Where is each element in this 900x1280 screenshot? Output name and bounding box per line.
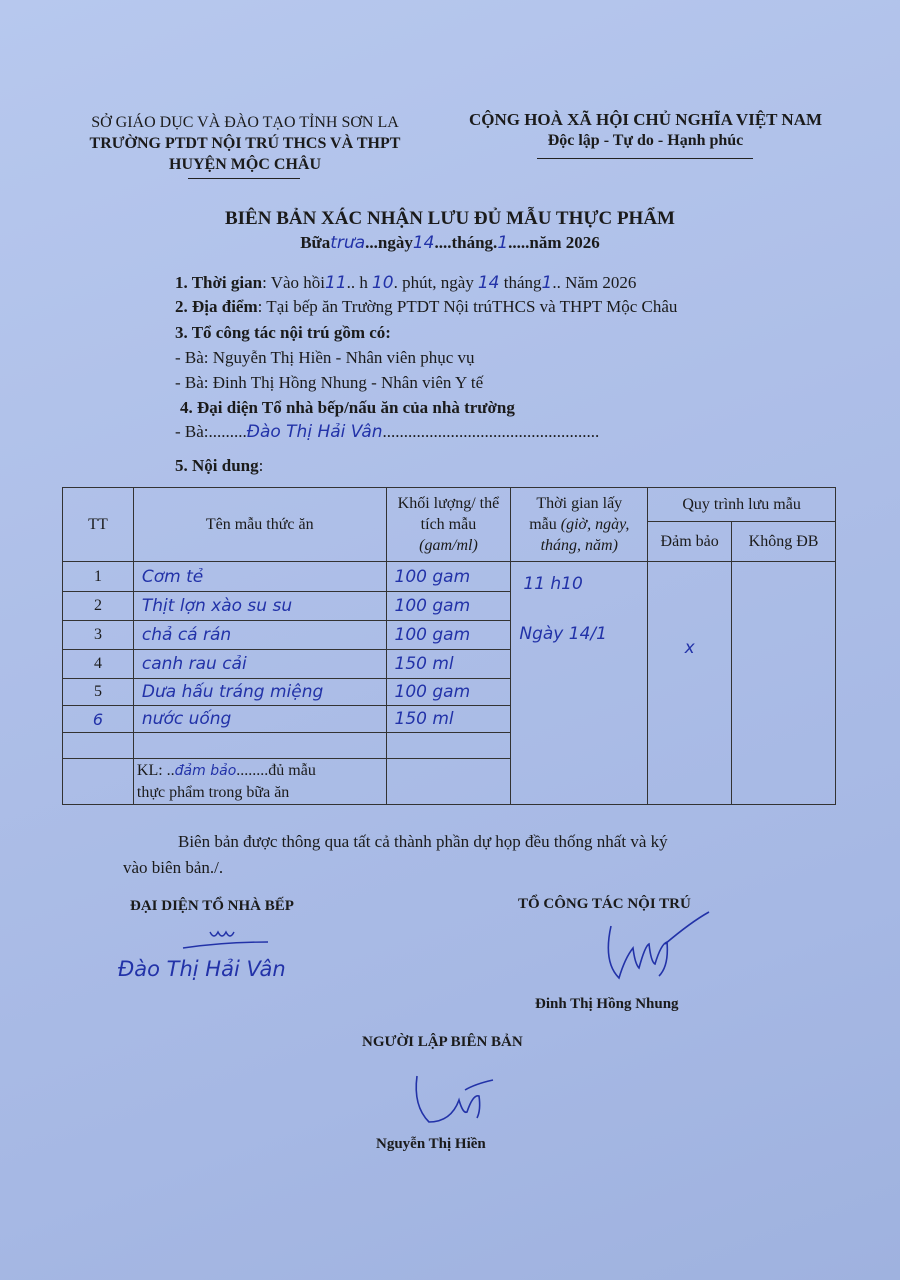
section-content — [175, 456, 263, 476]
row-1-weight: 100 gam — [386, 562, 511, 592]
report-author-name: Nguyễn Thị Hiền — [376, 1136, 486, 1152]
nation-title: CỘNG HOÀ XÃ HỘI CHỦ NGHĨA VIỆT NAM — [468, 110, 823, 129]
report-author-signature-mark — [405, 1070, 505, 1130]
kitchen-representative — [175, 422, 599, 442]
handwritten-hour: 11 — [325, 273, 347, 293]
team-member-2: - Bà: Đinh Thị Hồng Nhung - Nhân viên Y tế — [175, 373, 484, 392]
row-4-tt: 4 — [63, 650, 134, 679]
row-2-tt: 2 — [63, 592, 134, 621]
kitchen-signature-mark — [175, 922, 295, 962]
conclusion-line2: thực phẩm trong bữa ăn — [136, 783, 290, 801]
right-header-rule — [537, 158, 753, 159]
header-ok: Đảm bảo — [648, 522, 732, 562]
handwritten-minute: 10 — [371, 273, 394, 293]
row-3-name: chả cá rán — [133, 621, 386, 650]
boarding-team-signer-name: Đinh Thị Hồng Nhung — [535, 996, 679, 1012]
row-1-name: Cơm tẻ — [133, 562, 386, 592]
header-time-fields: (giờ, ngày, — [560, 516, 630, 533]
handwritten-meal: trưa — [330, 233, 366, 253]
section-team-label: 3. Tổ công tác nội trú gồm có: — [175, 323, 391, 342]
header-time-line2 — [511, 514, 647, 535]
section-location — [175, 297, 677, 317]
section-location-text: : Tại bếp ăn Trường PTDT Nội trúTHCS và THPT Mộc Châu — [257, 297, 678, 316]
section-content-label: 5. Nội dung — [175, 456, 259, 475]
header-time-sample: mẫu — [529, 516, 561, 533]
row-4-name: canh rau cải — [133, 650, 386, 679]
header-time-line1: Thời gian lấy — [536, 495, 623, 512]
ok-cell — [648, 562, 732, 805]
row-4-weight: 150 ml — [386, 650, 511, 679]
kitchen-handwritten-name: Đào Thị Hải Vân — [118, 957, 286, 981]
row-empty-name — [133, 733, 386, 759]
subtitle-month-label: ....tháng. — [434, 233, 498, 252]
handwritten-sample-date: Ngày 14/1 — [519, 624, 607, 644]
boarding-team-signature-title: TỔ CÔNG TÁC NỘI TRÚ — [518, 896, 691, 912]
subtitle-day-label: ...ngày — [365, 233, 413, 252]
handwritten-day: 14 — [412, 233, 435, 253]
section-time-label: 1. Thời gian — [175, 273, 263, 292]
header-weight — [386, 488, 511, 562]
row-empty-tt — [63, 733, 134, 759]
conclusion-cell — [133, 759, 386, 805]
section-location-label: 2. Địa điểm — [175, 297, 258, 316]
row-empty-weight — [386, 733, 511, 759]
handwritten-conclusion: đảm bảo — [174, 762, 237, 779]
row-6-weight: 150 ml — [386, 706, 511, 733]
nation-motto: Độc lập - Tự do - Hạnh phúc — [547, 132, 744, 149]
handwritten-date-day: 14 — [477, 273, 500, 293]
sample-table — [62, 487, 836, 805]
section-time-year: .. Năm 2026 — [552, 273, 637, 292]
conclusion-prefix: KL: .. — [136, 761, 175, 779]
section-content-colon: : — [258, 456, 264, 475]
row-2-weight: 100 gam — [386, 592, 511, 621]
header-weight-line1: Khối lượng/ thể — [397, 495, 500, 512]
boarding-team-signature-mark — [595, 908, 725, 978]
team-member-1: - Bà: Nguyễn Thị Hiền - Nhân viên phục vụ — [175, 348, 475, 367]
subtitle-meal-label: Bữa — [300, 233, 331, 252]
header-sample-time — [511, 488, 648, 562]
conclusion-suffix: ........đủ mẫu — [236, 761, 316, 779]
row-3-tt: 3 — [63, 621, 134, 650]
section-time-month-label: tháng — [499, 273, 542, 292]
header-food-name: Tên mẫu thức ăn — [133, 488, 386, 562]
school-name: TRƯỜNG PTDT NỘI TRÚ THCS VÀ THPT — [89, 135, 401, 152]
header-process: Quy trình lưu mẫu — [648, 488, 836, 522]
handwritten-sample-hour: 11 h10 — [523, 574, 583, 594]
header-weight-line2: tích mẫu — [420, 516, 477, 533]
section-time-hour-unit: .. h — [346, 273, 368, 292]
kitchen-signature-title: ĐẠI DIỆN TỔ NHÀ BẾP — [130, 898, 294, 914]
left-header-rule — [188, 178, 300, 179]
row-5-weight: 100 gam — [386, 679, 511, 706]
header-not-ok: Không ĐB — [732, 522, 836, 562]
handwritten-ok-mark: x — [684, 638, 695, 658]
handwritten-month: 1 — [497, 233, 509, 253]
row-3-weight: 100 gam — [386, 621, 511, 650]
document-subtitle — [150, 233, 750, 253]
handwritten-kitchen-rep: Đào Thị Hải Vân — [246, 422, 383, 442]
document-title: BIÊN BẢN XÁC NHẬN LƯU ĐỦ MẪU THỰC PHẨM — [224, 208, 675, 229]
row-6-tt: 6 — [63, 706, 134, 733]
sample-time-cell — [511, 562, 648, 805]
section-time-minute-unit: . phút, ngày — [393, 273, 474, 292]
kitchen-rep-dots: ................................................... — [382, 422, 600, 441]
section-time-text: : Vào hồi — [262, 273, 326, 292]
department-name: SỞ GIÁO DỤC VÀ ĐÀO TẠO TỈNH SƠN LA — [91, 114, 399, 131]
report-author-title: NGƯỜI LẬP BIÊN BẢN — [362, 1034, 523, 1050]
kitchen-rep-prefix: - Bà:......... — [175, 422, 247, 441]
header-tt: TT — [63, 488, 134, 562]
conclusion-line1 — [137, 760, 386, 782]
section-kitchen-label: 4. Đại diện Tổ nhà bếp/nấu ăn của nhà trường — [180, 398, 515, 417]
handwritten-date-month: 1 — [541, 273, 553, 293]
not-ok-cell — [732, 562, 836, 805]
row-6-name: nước uống — [133, 706, 386, 733]
closing-statement-line1: Biên bản được thông qua tất cả thành phần dự họp đều thống nhất và ký — [178, 832, 668, 851]
row-1-tt: 1 — [63, 562, 134, 592]
header-time-line3: tháng, năm) — [540, 537, 618, 554]
header-weight-unit: (gam/ml) — [419, 537, 478, 554]
closing-statement-line2: vào biên bản./. — [123, 858, 224, 877]
row-5-tt: 5 — [63, 679, 134, 706]
section-time — [175, 273, 636, 293]
row-kl-tt — [63, 759, 134, 805]
row-kl-weight — [386, 759, 511, 805]
row-5-name: Dưa hấu tráng miệng — [133, 679, 386, 706]
row-2-name: Thịt lợn xào su su — [133, 592, 386, 621]
district-name: HUYỆN MỘC CHÂU — [169, 156, 321, 173]
subtitle-year-label: .....năm 2026 — [508, 233, 600, 252]
